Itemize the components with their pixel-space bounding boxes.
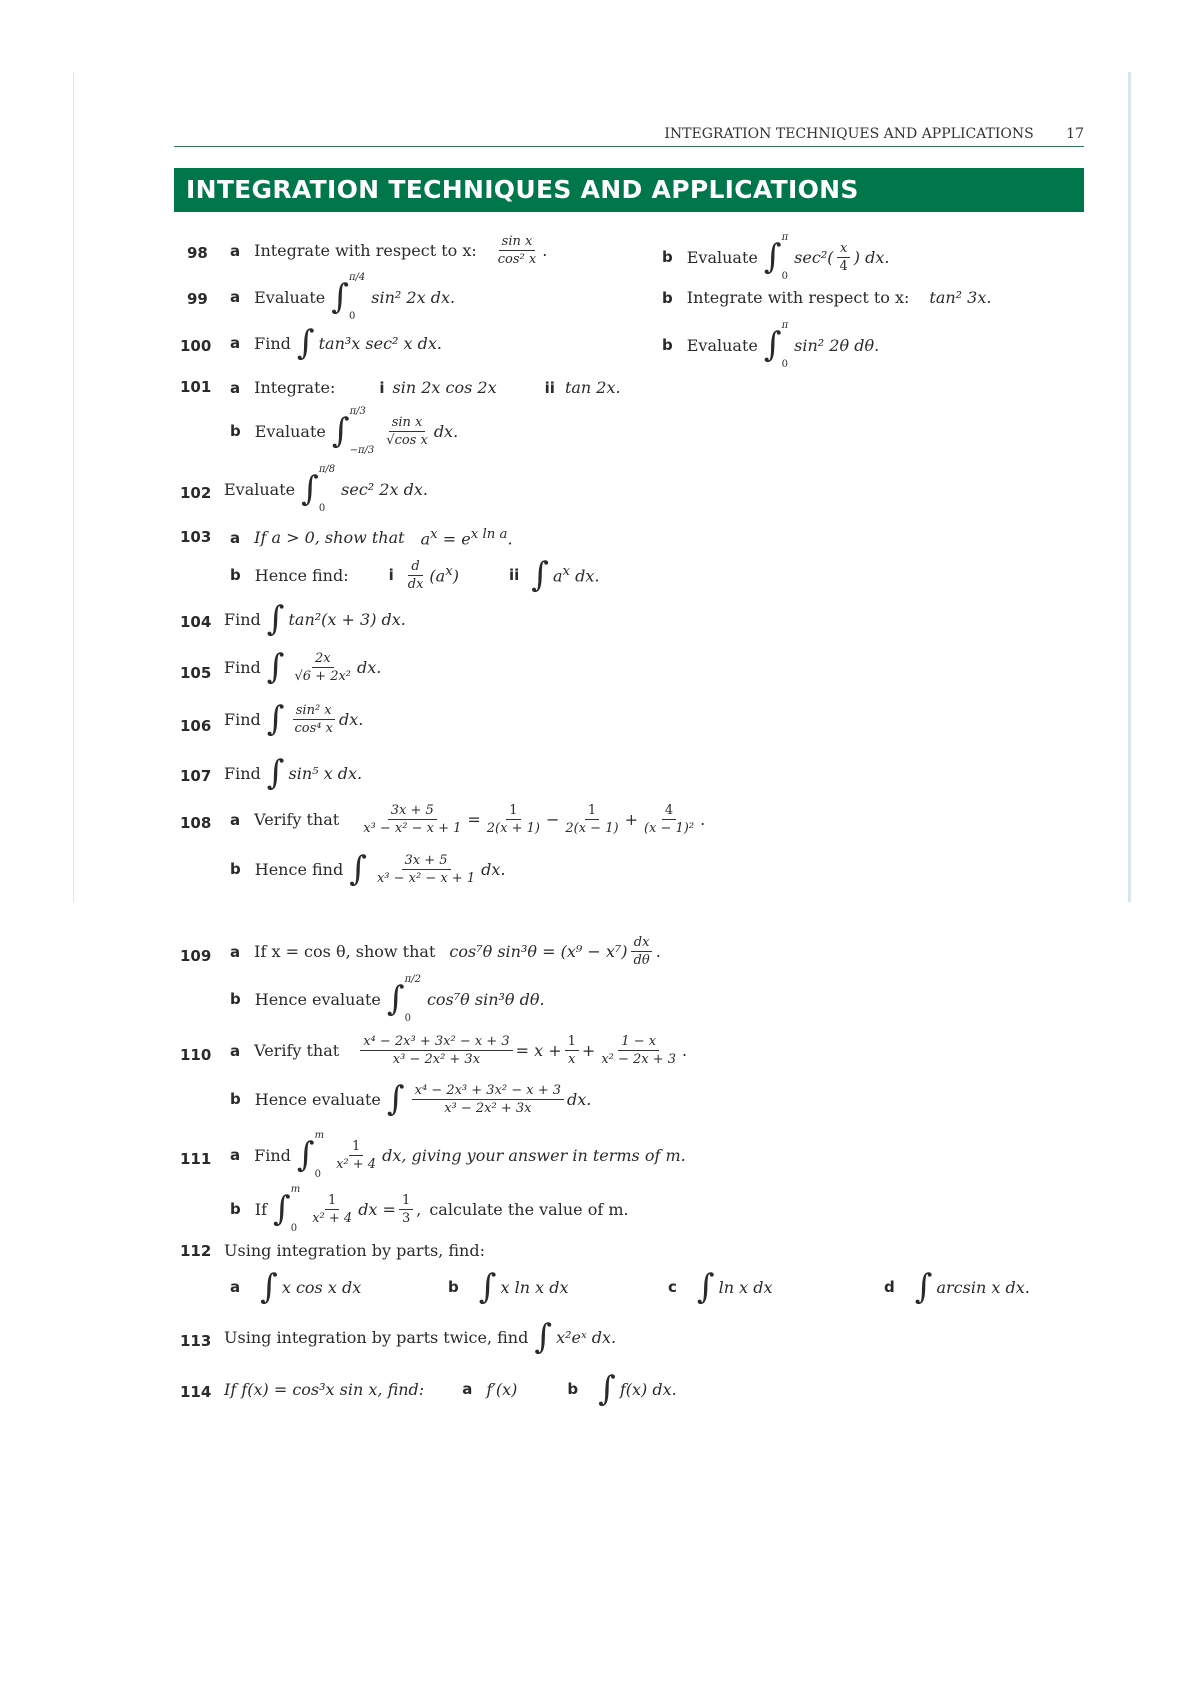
question-text: Hence evaluate [254,1089,381,1109]
question-text: Integrate with respect to x: [686,288,910,307]
question-number: 102 [180,484,212,502]
question-number: 114 [180,1383,212,1401]
question-number: 107 [180,767,212,785]
part-label: a [230,528,241,547]
question-number: 110 [180,1046,212,1064]
question-number: 100 [180,337,212,355]
question-number: 98 [187,244,208,262]
question-98a: a Integrate with respect to x: $\frac{\text{sin x}}{\text{cos² x}}$ . [230,234,548,267]
question-text: Find [224,609,261,629]
question-107: Find ∫ sin⁵ x dx. [224,753,363,793]
part-label: b [230,1200,241,1218]
part-label: a [230,1041,241,1060]
question-number: 113 [180,1332,212,1350]
question-112 [224,1241,485,1260]
question-101b: b Evaluate ∫ π/3 −π/3 $\frac{\text{sin x}}{\text{√cos x}}$ dx. [230,406,459,456]
question-112d: d ∫ arcsin x dx. [884,1267,1030,1307]
question-number: 108 [180,814,212,832]
part-label: a [462,1380,473,1398]
question-number: 109 [180,947,212,965]
part-label: b [230,1090,241,1108]
frame-left-line [73,72,74,902]
part-label: a [230,942,241,961]
question-text: Find [254,1145,291,1165]
question-98b: b Evaluate ∫ π 0 sec²( $\frac{x}{4}$ ) dx. [662,232,890,282]
part-label: a [230,334,241,352]
question-108a: a Verify that $\frac{3x + 5}{\text{x³ − x² − x + 1}}$ = $\frac{1}{2(x + 1)}$ − $\frac{1}{2(x - 1)}$ + $\frac{4}{\text{(x − 1)²}}$ . [230,803,706,836]
part-label: b [230,990,241,1008]
question-text: If [254,1199,267,1219]
part-label: a [230,288,241,306]
question-number: 105 [180,664,212,682]
fraction: $\frac{\text{sin x}}{\text{cos² x}}$ [497,234,537,267]
question-text-suffix: calculate the value of m. [429,1199,629,1219]
question-110b: b Hence evaluate ∫ $\frac{\text{x⁴ − 2x³ + 3x² − x + 3}}{\text{x³ − 2x² + 3x}}$ dx. [230,1079,592,1119]
question-106: Find ∫ $\frac{\text{sin² x}}{\text{cos⁴ x}}$ dx. [224,699,364,739]
question-text: Evaluate [686,335,758,355]
question-number: 101 [180,378,212,396]
question-text: Verify that [254,1041,340,1060]
question-text: Hence evaluate [254,989,381,1009]
question-text: Evaluate [224,479,296,499]
subpart-label: ii [544,378,555,397]
question-text: Evaluate [254,287,326,307]
question-102: Evaluate ∫ π/8 0 sec² 2x dx. [224,464,428,514]
part-label: b [230,860,241,878]
part-label: b [662,288,673,307]
question-number: 99 [187,290,208,308]
subpart-label: i [379,378,385,397]
question-104: Find ∫ tan²(x + 3) dx. [224,599,406,639]
question-105: Find ∫ $\frac{2x}{\text{√6 + 2x²}}$ dx. [224,647,382,687]
part-label: b [567,1380,579,1398]
question-text: If f(x) = cos³x sin x, find: [224,1379,425,1399]
question-103a: a If a > 0, show that $a^x = e^{x ln a}$. [230,527,513,549]
part-label: a [230,810,241,829]
subpart-label: i [388,566,394,584]
part-label: a [230,241,241,260]
question-number: 104 [180,613,212,631]
part-label: c [668,1278,677,1296]
running-header [174,126,1084,147]
question-text: If x = cos θ, show that [254,942,436,961]
question-number: 106 [180,717,212,735]
question-text-suffix: dx, giving your answer in terms of m. [382,1145,686,1165]
question-text: Hence find [254,859,344,879]
question-text: Verify that [254,810,340,829]
question-text: Find [224,657,261,677]
question-number: 112 [180,1242,212,1260]
question-112c: c ∫ ln x dx [668,1267,773,1307]
question-number: 103 [180,528,212,546]
question-112a: a ∫ x cos x dx [230,1267,362,1307]
part-label: d [884,1278,895,1296]
frame-right-line [1128,72,1131,902]
part-label: b [230,422,241,440]
part-label: b [448,1278,459,1296]
question-110a: a Verify that $\frac{\text{x⁴ − 2x³ + 3x² − x + 3}}{\text{x³ − 2x² + 3x}}$ = x + $\frac{1}{x}$ + $\frac{1 - x}{\text{x² − 2x + 3}}$ . [230,1034,688,1067]
page-number: 17 [1066,126,1084,142]
part-label: a [230,1278,241,1296]
question-text: If a > 0, show that [254,528,405,548]
question-text: Integrate with respect to x: [254,241,477,260]
question-109a: a If x = cos θ, show that cos⁷θ sin³θ = (x⁹ − x⁷) $\frac{dx}{d\theta}$ . [230,935,661,968]
question-113: Using integration by parts twice, find ∫ x²eˣ dx. [224,1317,617,1357]
question-number: 111 [180,1150,212,1168]
question-text: Integrate: [254,378,336,397]
question-108b: b Hence find ∫ $\frac{3x + 5}{\text{x³ − x² − x + 1}}$ dx. [230,849,506,889]
question-111b: b If ∫ m 0 $\frac{1}{\text{x² + 4}}$ dx = $\frac{1}{3}$ , calculate the value of m. [230,1184,629,1234]
part-label: b [662,248,673,266]
subpart-label: ii [508,566,520,584]
question-103b: b Hence find: i $\frac{d}{dx}$ $(a^x)$ ii ∫ $a^x$ dx. [230,555,600,595]
question-109b: b Hence evaluate ∫ π/2 0 cos⁷θ sin³θ dθ. [230,974,545,1024]
question-text: Hence find: [254,565,349,585]
question-111a: a Find ∫ m 0 $\frac{1}{\text{x² + 4}}$ dx, giving your answer in terms of m. [230,1130,686,1180]
question-text: Find [224,709,261,729]
part-label: b [230,566,241,584]
question-99a: a Evaluate ∫ π/4 0 sin² 2x dx. [230,272,456,322]
part-label: a [230,378,241,397]
part-label: a [230,1146,241,1164]
question-101a: a Integrate: i sin 2x cos 2x ii tan 2x. [230,378,621,397]
question-99b: b Integrate with respect to x: tan² 3x. [662,288,992,307]
question-text: Find [224,763,261,783]
question-text: Find [254,333,291,353]
question-text: Evaluate [254,421,326,441]
section-title-bar: INTEGRATION TECHNIQUES AND APPLICATIONS [174,168,1084,212]
question-text: Using integration by parts, find: [224,1241,485,1260]
part-label: b [662,336,673,354]
question-112b: b ∫ x ln x dx [448,1267,569,1307]
question-100a: a Find ∫ tan³x sec² x dx. [230,323,443,363]
question-text: Using integration by parts twice, find [224,1327,529,1347]
running-title: INTEGRATION TECHNIQUES AND APPLICATIONS [664,126,1034,142]
question-text: Evaluate [686,247,758,267]
question-100b: b Evaluate ∫ π 0 sin² 2θ dθ. [662,320,880,370]
question-114: If f(x) = cos³x sin x, find: a f′(x) b ∫ f(x) dx. [224,1369,677,1409]
